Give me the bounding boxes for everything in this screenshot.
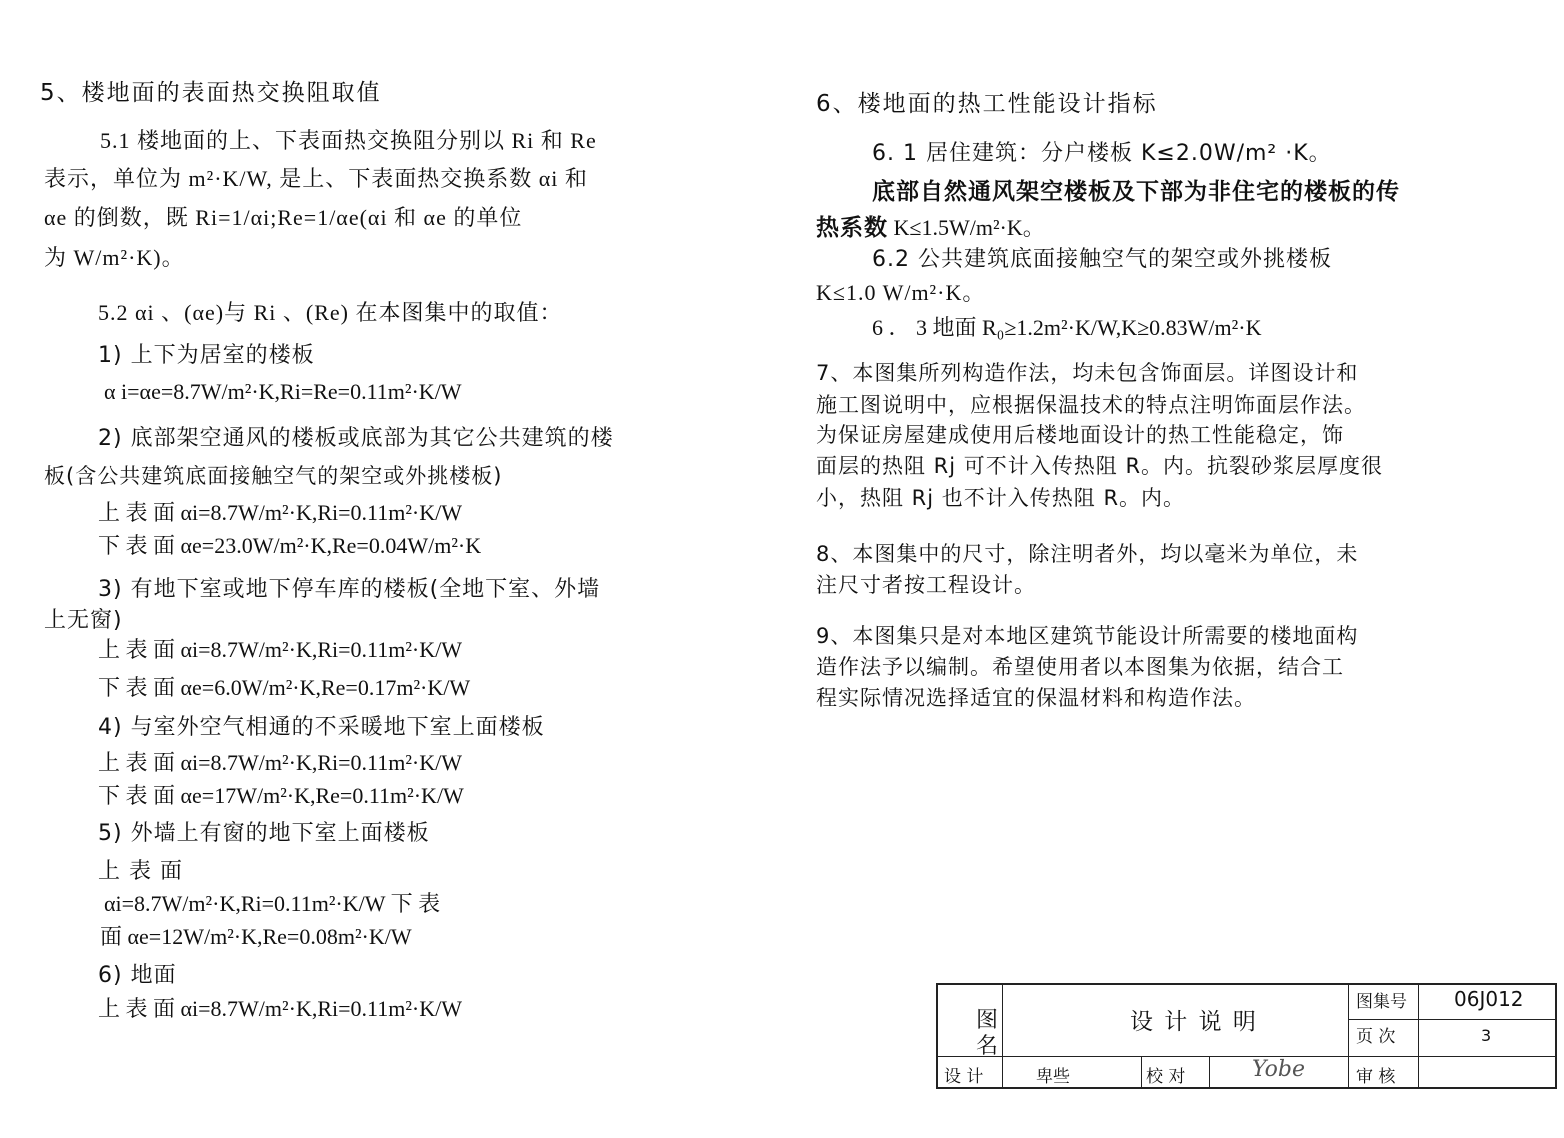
checker-signature: Yobe: [1252, 1057, 1305, 1082]
case-1-values: α i=αe=8.7W/m²·K,Ri=Re=0.11m²·K/W: [104, 379, 462, 404]
para-6-3: 6 ． 3 地面 R₀≥1.2m²·K/W,K≥0.83W/m²·K: [872, 315, 1262, 340]
para-5-1-line-4: 为 W/m²·K)。: [44, 245, 185, 270]
page-number: 3: [1481, 1026, 1492, 1045]
case-5-line-2: αi=8.7W/m²·K,Ri=0.11m²·K/W 下 表: [104, 891, 441, 916]
para-5-1-line-1: 5.1 楼地面的上、下表面热交换阻分别以 Ri 和 Re: [100, 128, 597, 153]
case-3-title-line-1: 3) 有地下室或地下停车库的楼板(全地下室、外墙: [98, 577, 601, 602]
section-6-heading: 6、楼地面的热工性能设计指标: [816, 91, 1158, 117]
para-6-2-line-1: 6.2 公共建筑底面接触空气的架空或外挑楼板: [872, 247, 1332, 272]
case-3-lower-surface: 下 表 面 αe=6.0W/m²·K,Re=0.17m²·K/W: [98, 675, 471, 700]
para-7-line-5: 小，热阻 Rj 也不计入传热阻 R。内。: [816, 486, 1186, 510]
bold-note-value: K≤1.5W/m²·K。: [888, 215, 1045, 240]
atlas-number-label: 图集号: [1356, 992, 1407, 1012]
para-7-line-3: 为保证房屋建成使用后楼地面设计的热工性能稳定，饰: [816, 423, 1344, 447]
para-9-line-1: 9、本图集只是对本地区建筑节能设计所需要的楼地面构: [816, 624, 1359, 648]
atlas-number: 06J012: [1454, 987, 1524, 1011]
bold-note-heat-label: 热系数: [816, 215, 888, 241]
para-7-line-1: 7、本图集所列构造作法，均未包含饰面层。详图设计和: [816, 361, 1359, 385]
case-5-line-3: 面 αe=12W/m²·K,Re=0.08m²·K/W: [100, 924, 412, 949]
case-2-title-line-1: 2) 底部架空通风的楼板或底部为其它公共建筑的楼: [98, 426, 614, 451]
case-4-upper-surface: 上 表 面 αi=8.7W/m²·K,Ri=0.11m²·K/W: [98, 750, 463, 775]
review-label: 审 核: [1356, 1067, 1396, 1087]
case-5-title: 5) 外墙上有窗的地下室上面楼板: [98, 821, 430, 846]
bold-note-line-1: 底部自然通风架空楼板及下部为非住宅的楼板的传: [872, 179, 1400, 205]
para-8-line-1: 8、本图集中的尺寸，除注明者外，均以毫米为单位，未: [816, 542, 1359, 566]
bold-note-line-2: [816, 214, 1045, 242]
page-label: 页 次: [1356, 1027, 1396, 1047]
para-8-line-2: 注尺寸者按工程设计。: [816, 573, 1036, 597]
designer-name: 卑些: [1036, 1067, 1070, 1087]
case-2-lower-surface: 下 表 面 αe=23.0W/m²·K,Re=0.04W/m²·K: [98, 533, 482, 558]
case-5-line-1: 上 表 面: [98, 859, 183, 884]
para-5-1-line-3: αe 的倒数，既 Ri=1/αi;Re=1/αe(αi 和 αe 的单位: [44, 205, 523, 230]
case-1-title: 1) 上下为居室的楼板: [98, 343, 315, 368]
drawing-name-label-2: 名: [976, 1034, 999, 1059]
case-6-title: 6) 地面: [98, 963, 177, 988]
check-label: 校 对: [1146, 1067, 1186, 1087]
case-3-title-line-2: 上无窗): [44, 608, 123, 633]
para-7-line-4: 面层的热阻 Rj 可不计入传热阻 R。内。抗裂砂浆层厚度很: [816, 454, 1384, 478]
drawing-title: 设 计 说 明: [1130, 1009, 1258, 1035]
para-6-1: 6. 1 居住建筑：分户楼板 K≤2.0W/m² ·K。: [872, 141, 1332, 166]
case-6-upper-surface: 上 表 面 αi=8.7W/m²·K,Ri=0.11m²·K/W: [98, 996, 463, 1021]
section-5-heading: 5、楼地面的表面热交换阻取值: [40, 80, 382, 106]
case-4-lower-surface: 下 表 面 αe=17W/m²·K,Re=0.11m²·K/W: [98, 783, 464, 808]
para-5-2: 5.2 αi 、(αe)与 Ri 、(Re) 在本图集中的取值：: [98, 300, 563, 325]
design-label: 设 计: [944, 1067, 984, 1087]
drawing-name-label-1: 图: [976, 1008, 999, 1033]
case-2-upper-surface: 上 表 面 αi=8.7W/m²·K,Ri=0.11m²·K/W: [98, 500, 463, 525]
para-5-1-line-2: 表示，单位为 m²·K/W, 是上、下表面热交换系数 αi 和: [44, 166, 588, 191]
para-7-line-2: 施工图说明中，应根据保温技术的特点注明饰面层作法。: [816, 393, 1366, 417]
case-3-upper-surface: 上 表 面 αi=8.7W/m²·K,Ri=0.11m²·K/W: [98, 637, 463, 662]
para-6-2-line-2: K≤1.0 W/m²·K。: [816, 280, 986, 305]
case-2-title-line-2: 板(含公共建筑底面接触空气的架空或外挑楼板): [44, 464, 503, 488]
case-4-title: 4) 与室外空气相通的不采暖地下室上面楼板: [98, 715, 545, 740]
para-9-line-2: 造作法予以编制。希望使用者以本图集为依据，结合工: [816, 655, 1344, 679]
title-block: [936, 983, 1557, 1089]
para-9-line-3: 程实际情况选择适宜的保温材料和构造作法。: [816, 686, 1256, 710]
